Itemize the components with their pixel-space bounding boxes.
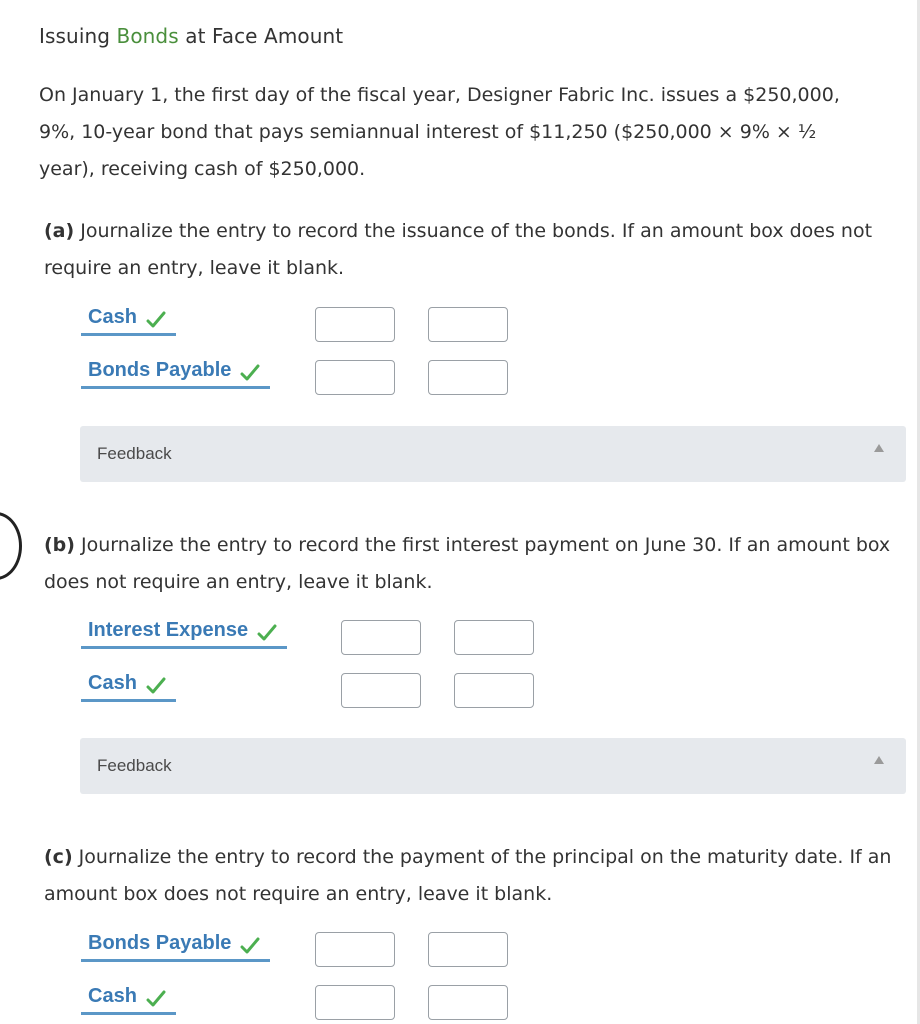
title-prefix: Issuing [39, 24, 117, 48]
part-c-instruction [44, 839, 904, 913]
account-select-interest-expense[interactable] [81, 616, 287, 649]
debit-amount-input[interactable] [315, 932, 395, 967]
account-select-cash[interactable] [81, 982, 176, 1015]
page-title [39, 24, 343, 48]
triangle-up-icon[interactable] [874, 444, 884, 452]
checkmark-icon [146, 677, 166, 695]
part-b-label: (b) [44, 534, 75, 556]
title-highlight-link[interactable]: Bonds [116, 24, 179, 48]
credit-amount-input[interactable] [428, 985, 508, 1020]
side-marker-circle [0, 512, 22, 580]
credit-amount-input[interactable] [428, 932, 508, 967]
account-select-cash[interactable] [81, 303, 176, 336]
debit-amount-input[interactable] [315, 360, 395, 395]
title-suffix: at Face Amount [178, 24, 344, 48]
account-select-bonds-payable[interactable] [81, 929, 270, 962]
checkmark-icon [146, 311, 166, 329]
feedback-panel-a[interactable] [80, 426, 906, 482]
account-name: Bonds Payable [88, 932, 232, 954]
credit-amount-input[interactable] [454, 673, 534, 708]
account-select-cash[interactable] [81, 669, 176, 702]
part-c-label: (c) [44, 846, 73, 868]
part-b-instruction [44, 527, 904, 601]
feedback-panel-b[interactable] [80, 738, 906, 794]
account-name: Interest Expense [88, 619, 249, 641]
problem-statement: On January 1, the first day of the fiscal year, Designer Fabric Inc. issues a $250,000, 9%, 10-year bond that pays semiannual interest of $11,250 ($250,000 × 9% × ½ year), receiving cash of $250,000. [39, 84, 840, 180]
account-name: Cash [88, 985, 137, 1007]
part-b-text: Journalize the entry to record the first interest payment on June 30. If an amount box does not require an entry, leave it blank. [44, 534, 891, 593]
feedback-label: Feedback [97, 756, 172, 775]
credit-amount-input[interactable] [454, 620, 534, 655]
credit-amount-input[interactable] [428, 360, 508, 395]
account-select-bonds-payable[interactable] [81, 356, 270, 389]
checkmark-icon [257, 624, 277, 642]
debit-amount-input[interactable] [341, 673, 421, 708]
checkmark-icon [240, 937, 260, 955]
account-name: Bonds Payable [88, 359, 232, 381]
checkmark-icon [240, 364, 260, 382]
part-c-text: Journalize the entry to record the payment of the principal on the maturity date. If an amount box does not require an entry, leave it blank. [44, 846, 892, 905]
feedback-label: Feedback [97, 444, 172, 463]
debit-amount-input[interactable] [315, 307, 395, 342]
credit-amount-input[interactable] [428, 307, 508, 342]
checkmark-icon [146, 990, 166, 1008]
part-a-label: (a) [44, 220, 75, 242]
part-a-text: Journalize the entry to record the issuance of the bonds. If an amount box does not require an entry, leave it blank. [44, 220, 873, 279]
debit-amount-input[interactable] [341, 620, 421, 655]
part-a-instruction [44, 213, 904, 287]
account-name: Cash [88, 306, 137, 328]
debit-amount-input[interactable] [315, 985, 395, 1020]
triangle-up-icon[interactable] [874, 756, 884, 764]
account-name: Cash [88, 672, 137, 694]
